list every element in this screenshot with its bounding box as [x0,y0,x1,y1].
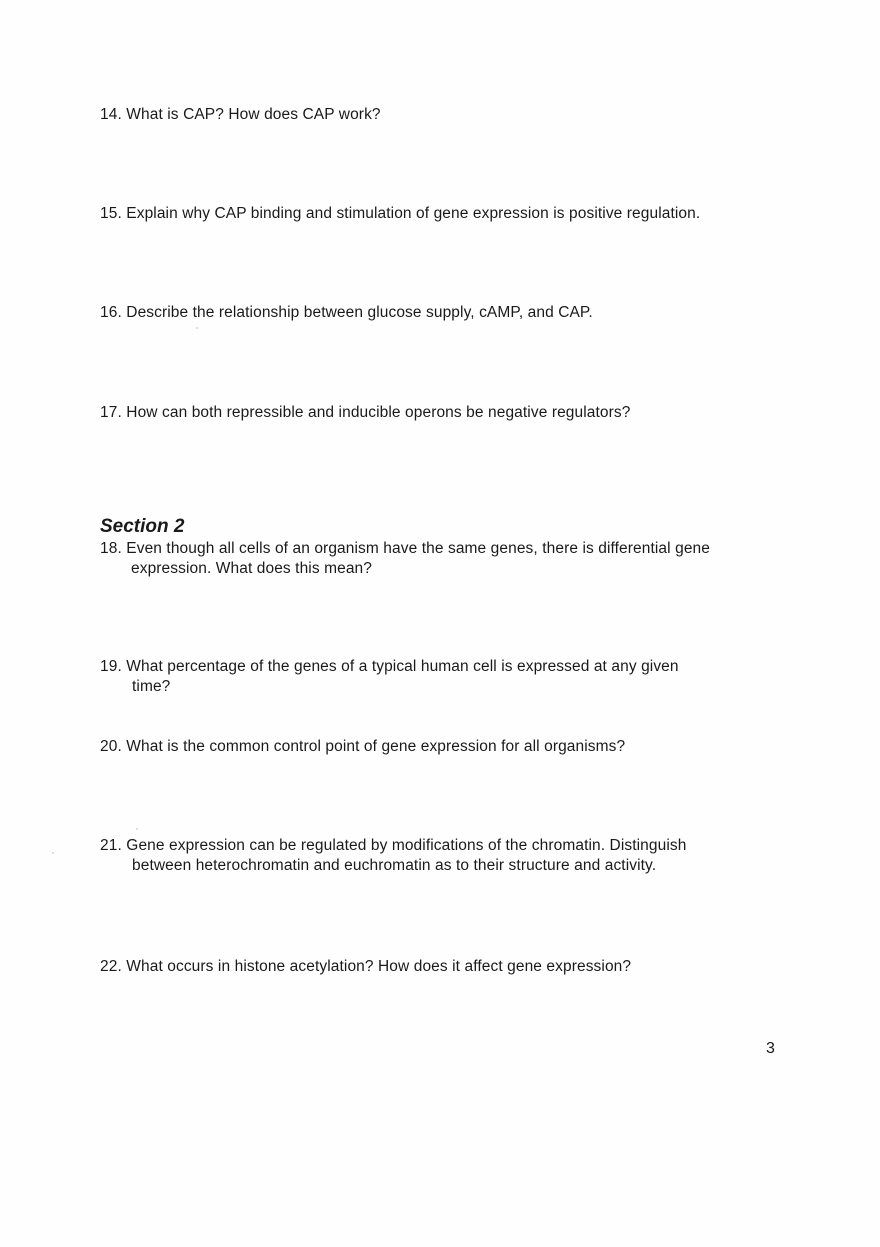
question-number: 21. [100,837,122,854]
question-text-line1: Gene expression can be regulated by modifications of the chromatin. Distinguish [126,837,687,854]
question-number: 17. [100,404,122,421]
question-21 [100,836,686,876]
question-text: How can both repressible and inducible operons be negative regulators? [126,404,631,421]
question-number: 14. [100,106,122,123]
question-15 [100,204,700,224]
question-text: Describe the relationship between glucose supply, cAMP, and CAP. [126,304,593,321]
question-14 [100,105,381,125]
page-number: 3 [766,1040,775,1057]
question-number: 16. [100,304,122,321]
section-2-heading: Section 2 [100,516,185,537]
question-19 [100,657,679,697]
question-22 [100,957,631,977]
question-text-line1: What percentage of the genes of a typical human cell is expressed at any given [126,658,679,675]
question-number: 22. [100,958,122,975]
question-text: Explain why CAP binding and stimulation of gene expression is positive regulation. [126,205,701,222]
question-text-line1: Even though all cells of an organism have the same genes, there is differential gene [126,540,710,557]
question-text-line2: time? [132,678,171,695]
scan-speck [52,852,54,854]
question-text-line1: What is the common control point of gene expression for all organisms? [126,738,626,755]
question-text-line2: between heterochromatin and euchromatin as to their structure and activity. [132,857,657,874]
question-number: 15. [100,205,122,222]
question-16 [100,303,593,323]
question-number: 19. [100,658,122,675]
scan-speck [136,828,138,830]
question-number: 20. [100,738,122,755]
question-20 [100,737,625,757]
question-18 [100,539,710,579]
question-text-line1: What occurs in histone acetylation? How does it affect gene expression? [126,958,632,975]
scan-speck [196,327,198,329]
question-text: What is CAP? How does CAP work? [126,106,381,123]
question-text-line2: expression. What does this mean? [131,560,372,577]
question-number: 18. [100,540,122,557]
question-17 [100,403,630,423]
